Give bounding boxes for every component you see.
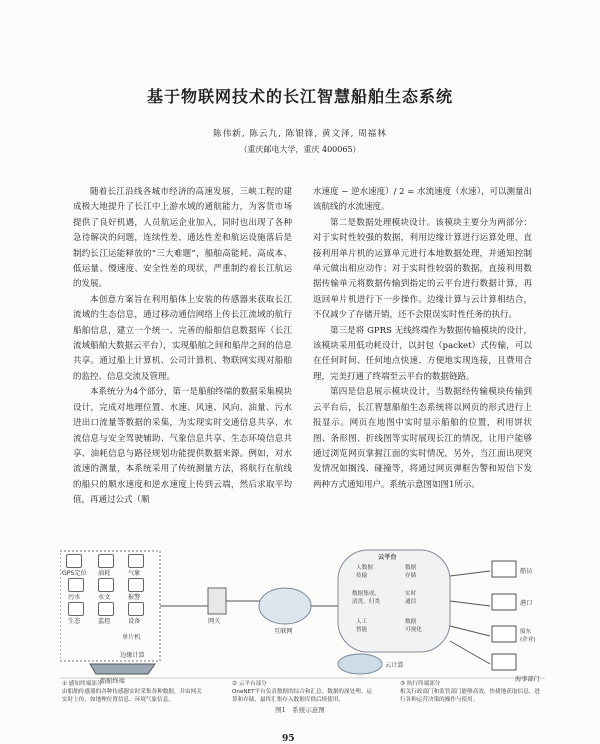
user-label: 港口 [520, 600, 533, 607]
user-label: 船东 (企业) [520, 629, 536, 643]
paragraph: 本创意方案旨在利用船体上安装的传感器来获取长江流域的生态信息，通过移动通信网络上传长江流域的航行船舶信息，建立一个统一、完善的船舶信息数据库（长江流域船舶大数据云平台），实现船舶之间和船岸之间的信息共享。通过船上计算机、公司计算机、物联网实现对船舶的监控、信息交流及管理。 [73, 294, 292, 382]
note-title: ③ 执行终端部分 [400, 681, 441, 687]
cloud-item: 数据 可视化 [405, 619, 422, 633]
link-line [450, 601, 490, 606]
cloud-item: 数据集成、 清洗、归类 [352, 591, 380, 605]
ship-icon [90, 664, 155, 674]
cloud-item: 人工 智能 [356, 619, 368, 633]
note-body: OneNET平台负责数据的综合和汇总、数据的深处理、运算和存储，最终汇集存入数据库供后续使用。 [232, 689, 372, 703]
left-column [73, 185, 292, 509]
paragraph: 本系统分为4个部分，第一是船舶终端的数据采集模块设计，完成对地理位置、水速、风速、风向、油量、污水进出口流量等数据的采集，为实现实时交通信息共享、水流信息与安全驾驶辅助、气象信息共享、生态环境信息共享、油耗信息与路径规划功能提供数据来源。例如，对水流速的测量，本系统采用了传统测量方法，将航行在航线的船只的顺水速度和逆水速度上传到云端，然后求取平均值，再通过公式（顺 [73, 387, 292, 506]
cloud-compute-icon [338, 654, 382, 674]
fuel-icon [98, 554, 114, 568]
user-label: 船员 [520, 568, 533, 575]
mcu-label: 单片机 [122, 634, 141, 641]
gps-icon [66, 554, 82, 568]
cloud-item: 数据 存储 [405, 565, 417, 579]
sensor-label: 水文 [98, 594, 111, 601]
sensor-label: 气象 [128, 570, 141, 577]
paragraph: 水速度 − 逆水速度）/ 2 = 水流速度（水速），可以测量出该航线的水流速度。 [313, 187, 532, 213]
sensor-label: 生态 [68, 618, 81, 625]
note-executor [400, 680, 540, 704]
user-label: 海事部门 [515, 676, 540, 683]
monitor-icon [492, 561, 516, 577]
sensor-label: 设备 [128, 618, 141, 625]
cloud-platform-title: 云平台 [378, 554, 397, 561]
gateway-icon [208, 588, 226, 614]
system-diagram [60, 546, 545, 701]
note-perception [62, 680, 202, 704]
sensor-label: 油耗 [98, 570, 111, 577]
internet-label: 互联网 [274, 628, 293, 635]
hydrology-icon [98, 578, 114, 592]
sensor-label: GPS定位 [62, 570, 87, 577]
link-line [450, 571, 490, 576]
gateway-label: 网关 [208, 618, 221, 625]
camera-icon [98, 602, 114, 616]
affiliation: （重庆邮电大学，重庆 400065） [239, 145, 361, 154]
cloud-compute-label: 云计算 [385, 662, 404, 669]
monitor-icon [492, 594, 516, 610]
weather-icon [128, 554, 144, 568]
sensor-label: 污水 [68, 594, 81, 601]
paragraph: 第三是将 GPRS 无线终端作为数据传输模块的设计，该模块采用低功耗设计，以封包（packet）式传输，可以在任何时间、任何地点快速、方便地实现连接，且费用合理，完美打通了终端至云平台的数据链路。 [313, 325, 532, 382]
sewage-icon [68, 578, 84, 592]
alarm-icon [128, 578, 144, 592]
sensor-label: 报警 [128, 594, 141, 601]
ship-terminal-label: 船舶终端 [100, 678, 125, 685]
paragraph: 随着长江沿线各城市经济的高速发展，三峡工程的建成极大地提升了长江中上游水域的通航能力，为客货市场提供了良好机遇，人员航运企业加入，同时也出现了各种急待解决的问题，连续性差、通达性差和航运设施落后是制约长江运能释放的“三大难题”，船舶高能耗、高成本、低运量、慢速度、安全性差的现状，严重制约着长江航运的发展。 [73, 187, 292, 290]
paper-title: 基于物联网技术的长江智慧船舶生态系统 [146, 87, 453, 106]
device-icon [128, 602, 144, 616]
paragraph: 第四是信息展示模块设计，当数据经传输模块传输到云平台后，长江智慧船舶生态系统将以网页的形式进行上报显示。网页在地图中实时显示船舶的位置，利用饼状图、条形图、折线图等实时展现长江的情况，让用户能够通过浏览网页掌握江面的实时情况，另外，当江面出现突发情况如搁浅、碰撞等，将通过网页弹框告警和短信下发两种方式通知用户。系统示意图如图1所示。 [313, 387, 532, 490]
right-column [313, 185, 532, 493]
note-body: 相关行政部门和监管部门能够高效、快捷地获取信息、进行各种运营决策的操作与使用。 [400, 689, 540, 703]
authors: 陈伟新, 陈云九, 陈银锋, 黄文泽, 周福林 [213, 129, 387, 139]
monitor-icon [492, 626, 516, 642]
cloud-item: 人数据 传输 [356, 565, 373, 579]
monitor-icon [492, 654, 516, 670]
sensor-label: 监控 [98, 618, 111, 625]
paragraph: 第二是数据处理模块设计。该模块主要分为两部分：对于实时性较强的数据，利用边缘计算进行运算处理，直接利用单片机的运算单元进行本地数据处理，并通知控制单元做出相应动作；对于实时性较弱的数据，直接利用数据传输单元将数据传输到指定的云平台进行数据计算，再返回单片机进行下一步操作。边缘计算与云计算相结合，不仅减少了存储开销，还不会限误实时性任务的执行。 [313, 217, 532, 321]
cloud-item: 实时 通信 [405, 591, 417, 605]
figure-caption: 图1 系统示意图 [275, 706, 325, 714]
link-line [450, 641, 490, 664]
page-number: 95 [282, 734, 295, 744]
internet-cloud-icon [259, 588, 311, 624]
edge-compute-label: 边缘计算 [120, 652, 145, 659]
ecology-icon [68, 602, 84, 616]
link-line [450, 626, 490, 636]
note-title: ② 云平台部分 [232, 681, 267, 687]
note-cloud [232, 680, 372, 704]
note-body: 由船舶传感器的各种传感器实时采集各种数据，并由网关实时上传，如地理位置信息、环境气象信息。 [62, 689, 202, 703]
note-title: ① 感知终端部分 [62, 681, 103, 687]
